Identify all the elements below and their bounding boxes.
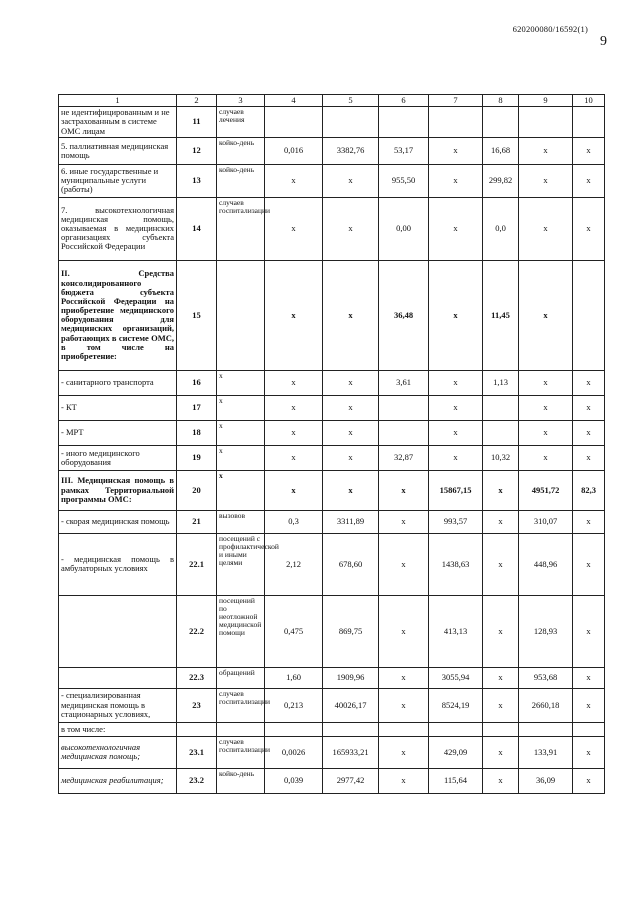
value-cell: х bbox=[379, 736, 429, 768]
value-cell: 678,60 bbox=[323, 533, 379, 595]
indicator-name-cell: - КТ bbox=[59, 395, 177, 420]
indicator-name-cell: - скорая медицинская помощь bbox=[59, 510, 177, 533]
value-cell: 40026,17 bbox=[323, 688, 379, 722]
table-row bbox=[59, 445, 605, 470]
value-cell: 16,68 bbox=[483, 137, 519, 164]
value-cell: х bbox=[265, 445, 323, 470]
unit-cell: койко-день bbox=[217, 164, 265, 197]
column-number: 8 bbox=[483, 95, 519, 107]
value-cell: 3,61 bbox=[379, 370, 429, 395]
value-cell bbox=[519, 722, 573, 736]
value-cell: х bbox=[323, 470, 379, 510]
indicator-name-cell: III. Медицинская помощь в рамках Территориальной программы ОМС: bbox=[59, 470, 177, 510]
row-number-cell: 19 bbox=[177, 445, 217, 470]
value-cell: х bbox=[573, 510, 605, 533]
table-row bbox=[59, 688, 605, 722]
indicator-name-cell bbox=[59, 667, 177, 688]
value-cell: 11,45 bbox=[483, 260, 519, 370]
value-cell: х bbox=[483, 510, 519, 533]
value-cell: х bbox=[573, 137, 605, 164]
row-number-cell: 12 bbox=[177, 137, 217, 164]
value-cell: х bbox=[429, 370, 483, 395]
value-cell: х bbox=[573, 688, 605, 722]
row-number-cell: 23.1 bbox=[177, 736, 217, 768]
value-cell: 413,13 bbox=[429, 595, 483, 667]
column-number: 4 bbox=[265, 95, 323, 107]
value-cell: 0,00 bbox=[379, 197, 429, 260]
value-cell: х bbox=[379, 768, 429, 793]
value-cell: 0,213 bbox=[265, 688, 323, 722]
value-cell: 1,60 bbox=[265, 667, 323, 688]
table-row bbox=[59, 197, 605, 260]
value-cell: 10,32 bbox=[483, 445, 519, 470]
value-cell: 448,96 bbox=[519, 533, 573, 595]
table-row bbox=[59, 595, 605, 667]
table-row bbox=[59, 722, 605, 736]
value-cell: х bbox=[323, 260, 379, 370]
row-number-cell bbox=[177, 722, 217, 736]
value-cell: 299,82 bbox=[483, 164, 519, 197]
value-cell: х bbox=[265, 197, 323, 260]
unit-cell: обращений bbox=[217, 667, 265, 688]
indicator-name-cell: - медицинская помощь в амбулаторных условиях bbox=[59, 533, 177, 595]
budget-table bbox=[58, 94, 605, 794]
page-number: 9 bbox=[600, 34, 607, 49]
value-cell: х bbox=[519, 260, 573, 370]
value-cell: х bbox=[573, 667, 605, 688]
value-cell: х bbox=[429, 445, 483, 470]
row-number-cell: 18 bbox=[177, 420, 217, 445]
value-cell: х bbox=[483, 595, 519, 667]
row-number-cell: 16 bbox=[177, 370, 217, 395]
column-number: 6 bbox=[379, 95, 429, 107]
unit-cell: койко-день bbox=[217, 768, 265, 793]
value-cell: х bbox=[379, 470, 429, 510]
value-cell: х bbox=[429, 260, 483, 370]
value-cell bbox=[379, 420, 429, 445]
value-cell: х bbox=[573, 736, 605, 768]
row-number-cell: 13 bbox=[177, 164, 217, 197]
value-cell bbox=[573, 107, 605, 138]
value-cell bbox=[483, 395, 519, 420]
value-cell: 955,50 bbox=[379, 164, 429, 197]
indicator-name-cell: II. Средства консолидированного бюджета субъекта Российской Федерации на приобретение медицинского оборудования для медицинских организаций, работающих в системе ОМС, в том числе на приобретение: bbox=[59, 260, 177, 370]
value-cell: х bbox=[323, 370, 379, 395]
value-cell: х bbox=[573, 768, 605, 793]
table-row bbox=[59, 137, 605, 164]
indicator-name-cell: не идентифицированным и не застрахованным в системе ОМС лицам bbox=[59, 107, 177, 138]
value-cell: 53,17 bbox=[379, 137, 429, 164]
value-cell bbox=[483, 107, 519, 138]
unit-cell: х bbox=[217, 395, 265, 420]
value-cell: 0,016 bbox=[265, 137, 323, 164]
unit-cell: случаев госпитализации bbox=[217, 197, 265, 260]
value-cell: 2,12 bbox=[265, 533, 323, 595]
table-row bbox=[59, 510, 605, 533]
value-cell bbox=[379, 107, 429, 138]
value-cell: х bbox=[573, 197, 605, 260]
value-cell: 1438,63 bbox=[429, 533, 483, 595]
value-cell: х bbox=[519, 395, 573, 420]
value-cell: х bbox=[323, 197, 379, 260]
value-cell bbox=[323, 722, 379, 736]
value-cell: х bbox=[323, 395, 379, 420]
value-cell: 32,87 bbox=[379, 445, 429, 470]
value-cell: х bbox=[483, 533, 519, 595]
unit-cell: случаев лечения bbox=[217, 107, 265, 138]
value-cell: 869,75 bbox=[323, 595, 379, 667]
indicator-name-cell: 5. паллиативная медицинская помощь bbox=[59, 137, 177, 164]
value-cell: 953,68 bbox=[519, 667, 573, 688]
table-row bbox=[59, 533, 605, 595]
value-cell bbox=[429, 722, 483, 736]
value-cell: х bbox=[483, 736, 519, 768]
value-cell: х bbox=[265, 370, 323, 395]
row-number-cell: 22.3 bbox=[177, 667, 217, 688]
column-number: 3 bbox=[217, 95, 265, 107]
value-cell: х bbox=[265, 470, 323, 510]
indicator-name-cell: 6. иные государственные и муниципальные услуги (работы) bbox=[59, 164, 177, 197]
table-row bbox=[59, 736, 605, 768]
column-number-row bbox=[59, 95, 605, 107]
column-number: 7 bbox=[429, 95, 483, 107]
value-cell: х bbox=[429, 137, 483, 164]
value-cell: х bbox=[483, 470, 519, 510]
value-cell: 15867,15 bbox=[429, 470, 483, 510]
indicator-name-cell: - санитарного транспорта bbox=[59, 370, 177, 395]
value-cell: х bbox=[265, 164, 323, 197]
row-number-cell: 14 bbox=[177, 197, 217, 260]
value-cell bbox=[519, 107, 573, 138]
value-cell: х bbox=[323, 445, 379, 470]
value-cell: х bbox=[323, 164, 379, 197]
value-cell: 3055,94 bbox=[429, 667, 483, 688]
value-cell: х bbox=[483, 768, 519, 793]
value-cell: 0,3 bbox=[265, 510, 323, 533]
value-cell: 2977,42 bbox=[323, 768, 379, 793]
row-number-cell: 23 bbox=[177, 688, 217, 722]
indicator-name-cell: медицинская реабилитация; bbox=[59, 768, 177, 793]
value-cell: х bbox=[573, 533, 605, 595]
value-cell: 133,91 bbox=[519, 736, 573, 768]
unit-cell bbox=[217, 722, 265, 736]
table-row bbox=[59, 667, 605, 688]
unit-cell: койко-день bbox=[217, 137, 265, 164]
value-cell: х bbox=[573, 370, 605, 395]
value-cell: х bbox=[573, 395, 605, 420]
value-cell bbox=[265, 107, 323, 138]
value-cell: х bbox=[519, 164, 573, 197]
indicator-name-cell: 7. высокотехнологичная медицинская помощь, оказываемая в медицинских организациях субъекта Российской Федерации bbox=[59, 197, 177, 260]
value-cell: х bbox=[483, 667, 519, 688]
row-number-cell: 11 bbox=[177, 107, 217, 138]
table-row bbox=[59, 260, 605, 370]
value-cell: х bbox=[573, 595, 605, 667]
value-cell: х bbox=[519, 197, 573, 260]
value-cell: 128,93 bbox=[519, 595, 573, 667]
value-cell: 0,0 bbox=[483, 197, 519, 260]
value-cell: х bbox=[519, 420, 573, 445]
column-number: 9 bbox=[519, 95, 573, 107]
value-cell bbox=[573, 260, 605, 370]
row-number-cell: 23.2 bbox=[177, 768, 217, 793]
value-cell: х bbox=[265, 395, 323, 420]
value-cell: 115,64 bbox=[429, 768, 483, 793]
value-cell: х bbox=[429, 420, 483, 445]
value-cell: х bbox=[429, 395, 483, 420]
value-cell: х bbox=[519, 445, 573, 470]
value-cell: х bbox=[573, 420, 605, 445]
indicator-name-cell: в том числе: bbox=[59, 722, 177, 736]
value-cell: 993,57 bbox=[429, 510, 483, 533]
unit-cell: х bbox=[217, 445, 265, 470]
value-cell: х bbox=[379, 510, 429, 533]
value-cell: х bbox=[323, 420, 379, 445]
value-cell: 165933,21 bbox=[323, 736, 379, 768]
value-cell: х bbox=[379, 533, 429, 595]
value-cell: 1,13 bbox=[483, 370, 519, 395]
value-cell: 2660,18 bbox=[519, 688, 573, 722]
value-cell bbox=[379, 395, 429, 420]
indicator-name-cell bbox=[59, 595, 177, 667]
unit-cell: случаев госпитализации bbox=[217, 688, 265, 722]
column-number: 5 bbox=[323, 95, 379, 107]
value-cell bbox=[483, 722, 519, 736]
table-body bbox=[59, 95, 605, 794]
value-cell: 82,3 bbox=[573, 470, 605, 510]
table-row bbox=[59, 107, 605, 138]
row-number-cell: 22.2 bbox=[177, 595, 217, 667]
value-cell: х bbox=[483, 688, 519, 722]
row-number-cell: 15 bbox=[177, 260, 217, 370]
unit-cell: случаев госпитализации bbox=[217, 736, 265, 768]
unit-cell bbox=[217, 260, 265, 370]
table-row bbox=[59, 768, 605, 793]
value-cell: 429,09 bbox=[429, 736, 483, 768]
table-row bbox=[59, 395, 605, 420]
value-cell: х bbox=[379, 595, 429, 667]
indicator-name-cell: высокотехнологичная медицинская помощь; bbox=[59, 736, 177, 768]
column-number: 2 bbox=[177, 95, 217, 107]
value-cell: 3382,76 bbox=[323, 137, 379, 164]
column-number: 1 bbox=[59, 95, 177, 107]
table-row bbox=[59, 470, 605, 510]
value-cell: 36,09 bbox=[519, 768, 573, 793]
value-cell: х bbox=[519, 137, 573, 164]
indicator-name-cell: - специализированная медицинская помощь в стационарных условиях, bbox=[59, 688, 177, 722]
value-cell: х bbox=[573, 164, 605, 197]
unit-cell: х bbox=[217, 470, 265, 510]
table-row bbox=[59, 420, 605, 445]
value-cell bbox=[323, 107, 379, 138]
value-cell: 0,0026 bbox=[265, 736, 323, 768]
value-cell: 8524,19 bbox=[429, 688, 483, 722]
value-cell: х bbox=[265, 420, 323, 445]
value-cell: 310,07 bbox=[519, 510, 573, 533]
unit-cell: посещений с профилактической и иными целями bbox=[217, 533, 265, 595]
value-cell: х bbox=[519, 370, 573, 395]
indicator-name-cell: - иного медицинского оборудования bbox=[59, 445, 177, 470]
row-number-cell: 17 bbox=[177, 395, 217, 420]
value-cell: х bbox=[429, 164, 483, 197]
value-cell: х bbox=[265, 260, 323, 370]
value-cell: х bbox=[573, 445, 605, 470]
value-cell bbox=[379, 722, 429, 736]
value-cell bbox=[483, 420, 519, 445]
value-cell bbox=[573, 722, 605, 736]
value-cell bbox=[429, 107, 483, 138]
document-number: 620200080/16592(1) bbox=[512, 24, 588, 34]
value-cell: 36,48 bbox=[379, 260, 429, 370]
column-number: 10 bbox=[573, 95, 605, 107]
row-number-cell: 21 bbox=[177, 510, 217, 533]
row-number-cell: 22.1 bbox=[177, 533, 217, 595]
row-number-cell: 20 bbox=[177, 470, 217, 510]
value-cell: 0,039 bbox=[265, 768, 323, 793]
table-row bbox=[59, 370, 605, 395]
value-cell: х bbox=[429, 197, 483, 260]
value-cell: 4951,72 bbox=[519, 470, 573, 510]
unit-cell: х bbox=[217, 420, 265, 445]
unit-cell: х bbox=[217, 370, 265, 395]
value-cell: х bbox=[379, 688, 429, 722]
table-row bbox=[59, 164, 605, 197]
value-cell: 3311,89 bbox=[323, 510, 379, 533]
value-cell bbox=[265, 722, 323, 736]
value-cell: 0,475 bbox=[265, 595, 323, 667]
value-cell: х bbox=[379, 667, 429, 688]
unit-cell: вызовов bbox=[217, 510, 265, 533]
indicator-name-cell: - МРТ bbox=[59, 420, 177, 445]
value-cell: 1909,96 bbox=[323, 667, 379, 688]
unit-cell: посещений по неотложной медицинской помощи bbox=[217, 595, 265, 667]
